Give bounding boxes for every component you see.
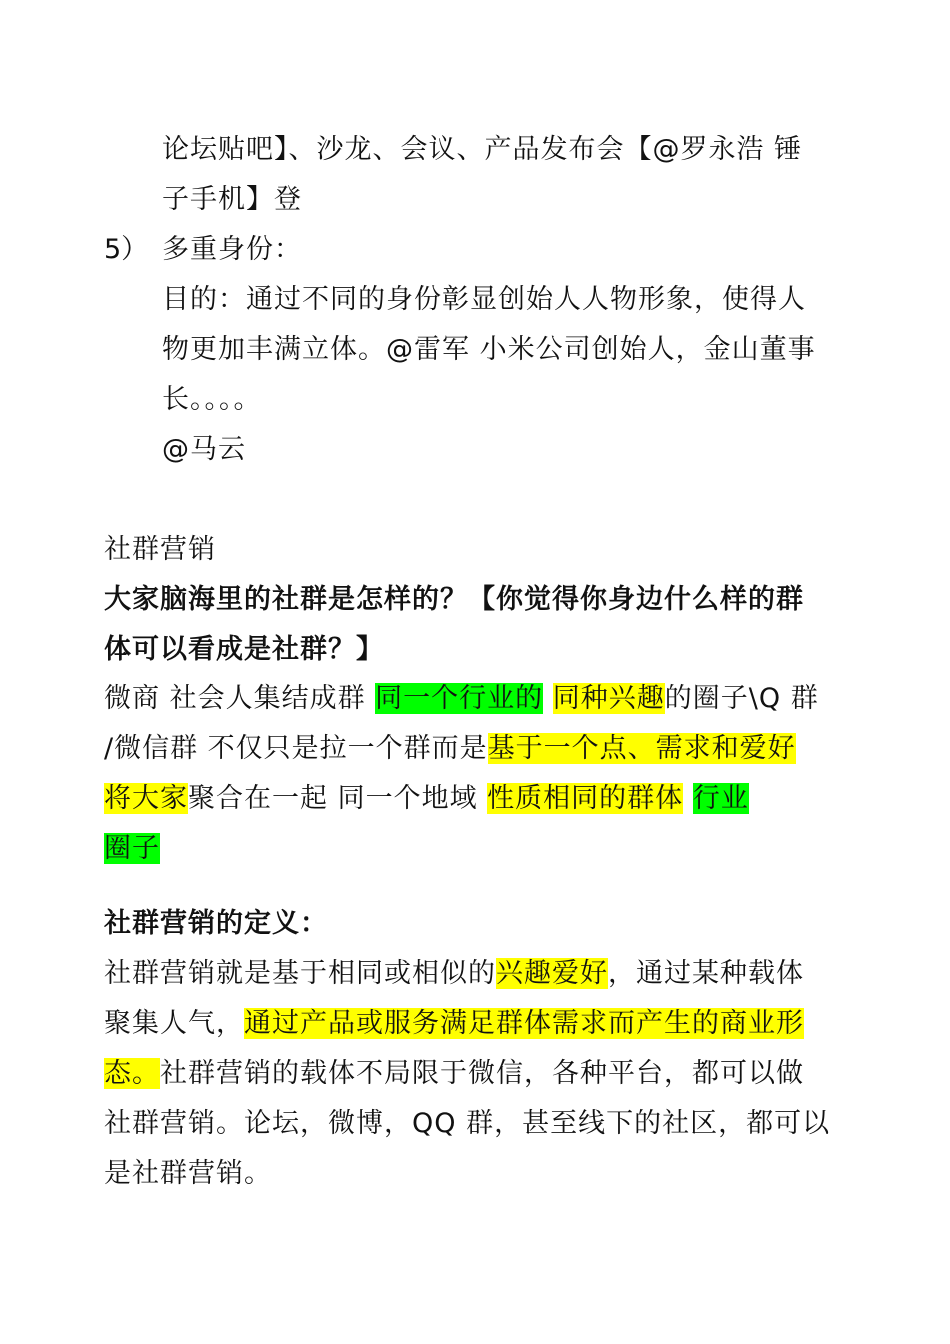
- highlight-green: 圈子: [104, 833, 160, 864]
- definition-text: 社群营销的载体不局限于微信，各种平台，都可以做: [160, 1058, 804, 1089]
- answer-line-4: [104, 829, 160, 869]
- highlight-yellow: 同种兴趣: [552, 683, 665, 714]
- highlight-green: 同一个行业的: [375, 683, 544, 714]
- answer-text: /微信群 不仅只是拉一个群而是: [104, 733, 488, 764]
- highlight-yellow: 通过产品或服务满足群体需求而产生的商业形: [244, 1008, 804, 1039]
- continuation-line-2: 子手机】登: [162, 184, 302, 215]
- definition-text: 聚集人气，: [104, 1008, 244, 1039]
- item5-purpose-line-1: 目的：通过不同的身份彰显创始人人物形象，使得人: [162, 284, 806, 315]
- item5-example: @马云: [162, 434, 246, 465]
- highlight-yellow: 兴趣爱好: [496, 958, 608, 989]
- answer-text: 微商 社会人集结成群: [104, 683, 376, 714]
- item5-title: 多重身份：: [162, 234, 302, 265]
- answer-text: [683, 783, 693, 814]
- item5-purpose-line-3: 长。。。。: [162, 384, 262, 415]
- definition-line-4: 社群营销。论坛，微博，QQ 群，甚至线下的社区，都可以: [104, 1108, 831, 1139]
- definition-line-2: [104, 1004, 804, 1044]
- answer-text: [543, 683, 553, 714]
- answer-line-2: [104, 729, 796, 769]
- question-line-1: 大家脑海里的社群是怎样的？【你觉得你身边什么样的群: [104, 584, 804, 615]
- highlight-yellow: 态。: [104, 1058, 160, 1089]
- answer-text: 聚合在一起 同一个地域: [188, 783, 488, 814]
- continuation-line-1: 论坛贴吧】、沙龙、会议、产品发布会【@罗永浩 锤: [162, 134, 803, 165]
- answer-text: 的圈子\Q 群: [664, 683, 819, 714]
- definition-text: ，通过某种载体: [608, 958, 804, 989]
- definition-line-5: 是社群营销。: [104, 1158, 272, 1189]
- answer-line-3: [104, 779, 749, 819]
- definition-text: 社群营销就是基于相同或相似的: [104, 958, 496, 989]
- item5-purpose-line-2: 物更加丰满立体。@雷军 小米公司创始人，金山董事: [162, 334, 816, 365]
- highlight-yellow: 性质相同的群体: [487, 783, 684, 814]
- definition-line-3: [104, 1054, 804, 1094]
- question-line-2: 体可以看成是社群？】: [104, 634, 384, 665]
- definition-heading: 社群营销的定义：: [104, 908, 328, 939]
- answer-line-1: [104, 679, 819, 719]
- highlight-green: 行业: [692, 783, 749, 814]
- list-number-5: 5）: [104, 234, 149, 265]
- highlight-yellow: 基于一个点、需求和爱好: [487, 733, 796, 764]
- highlight-yellow: 将大家: [104, 783, 188, 814]
- section-heading: 社群营销: [104, 534, 216, 565]
- definition-line-1: [104, 954, 804, 994]
